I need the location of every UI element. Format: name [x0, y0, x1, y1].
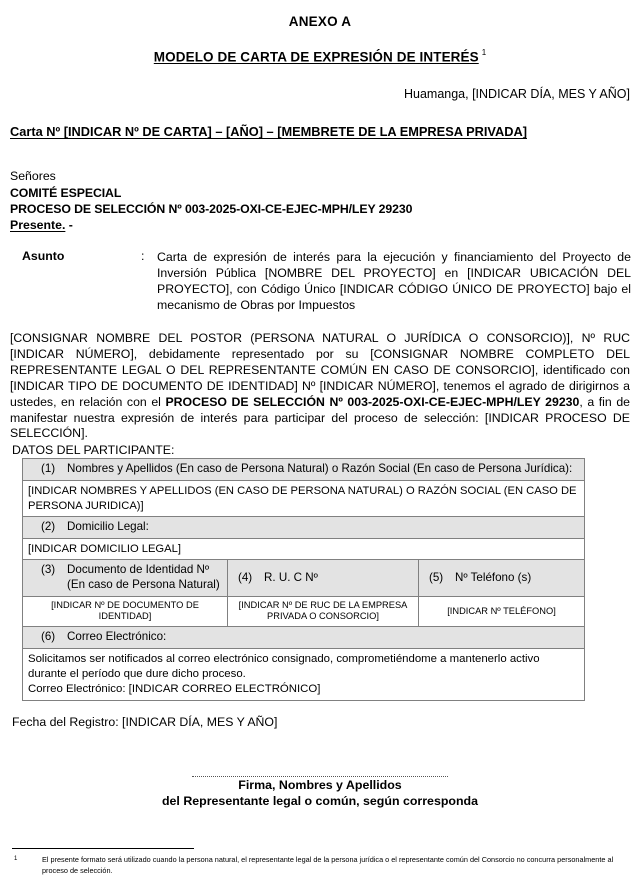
- cell-value-ruc[interactable]: [INDICAR Nº DE RUC DE LA EMPRESA PRIVADA O CONSORCIO]: [228, 596, 419, 626]
- cell-header-telefono: [419, 560, 585, 597]
- table-row: [23, 516, 585, 538]
- cell-header-nombres-number: (1): [41, 462, 56, 476]
- subject-text: Carta de expresión de interés para la ejecución y financiamiento del Proyecto de Inversión Pública [NOMBRE DEL PROYECTO] en [INDICAR UBICACIÓN DEL PROYECTO], con Código Único [INDICAR CÓDIGO ÚNICO DE PROYECTO] bajo el mecanismo de Obras por Impuestos: [157, 250, 631, 313]
- document-page: [0, 14, 640, 884]
- cell-header-telefono-text: Nº Teléfono (s): [455, 570, 532, 584]
- presente-underlined: Presente.: [10, 217, 66, 232]
- cell-header-documento-number: (3): [41, 563, 56, 577]
- footnote-block: [12, 848, 628, 876]
- cell-header-nombres: [23, 459, 585, 481]
- footnote-separator-rule: [12, 848, 194, 849]
- table-row: [23, 626, 585, 648]
- addressee-block: [10, 168, 640, 233]
- cell-header-ruc: [228, 560, 419, 597]
- cell-header-domicilio-text: Domicilio Legal:: [67, 519, 149, 533]
- cell-header-nombres-text: Nombres y Apellidos (En caso de Persona Natural) o Razón Social (En caso de Persona Jurídica):: [67, 462, 573, 476]
- table-row: [23, 481, 585, 517]
- addressee-line-presente: [10, 217, 640, 233]
- cell-header-ruc-text: R. U. C Nº: [264, 570, 318, 584]
- cell-value-domicilio[interactable]: [INDICAR DOMICILIO LEGAL]: [23, 538, 585, 559]
- cell-header-correo-text: Correo Electrónico:: [67, 629, 167, 643]
- cell-value-correo[interactable]: [23, 648, 585, 700]
- cell-value-nombres[interactable]: [INDICAR NOMBRES Y APELLIDOS (EN CASO DE PERSONA NATURAL) O RAZÓN SOCIAL (EN CASO DE PERSONA JURIDICA)]: [23, 481, 585, 517]
- subject-label: Asunto: [22, 249, 65, 264]
- correo-field-text[interactable]: Correo Electrónico: [INDICAR CORREO ELECTRÓNICO]: [28, 683, 321, 696]
- table-row: [23, 560, 585, 597]
- body-part-2: , a fin de manifestar nuestra expresión de interés para participar del proceso de selección: [INDICAR PROCESO DE SELECCIÓN].: [10, 394, 630, 441]
- footnote-row: [12, 855, 628, 876]
- signature-block: [0, 776, 640, 810]
- subject-separator: :: [141, 249, 145, 264]
- cell-header-correo: [23, 626, 585, 648]
- letter-number-wrapper: [0, 101, 640, 141]
- signature-dotted-line: [192, 776, 448, 777]
- annex-title: ANEXO A: [288, 14, 352, 29]
- addressee-line-proceso: PROCESO DE SELECCIÓN Nº 003-2025-OXI-CE-EJEC-MPH/LEY 29230: [10, 201, 413, 216]
- participant-data-table: [22, 458, 585, 701]
- body-paragraph: [10, 331, 630, 443]
- signature-label-line-1: Firma, Nombres y Apellidos: [238, 778, 402, 793]
- cell-header-telefono-number: (5): [429, 570, 444, 584]
- main-title: MODELO DE CARTA DE EXPRESIÓN DE INTERÉS: [153, 49, 479, 65]
- footnote-text: El presente formato será utilizado cuando la persona natural, el representante legal de la persona jurídica o el representante común del Consorcio no concurra personalmente al proceso de selección.: [42, 855, 614, 875]
- registration-date: Fecha del Registro: [INDICAR DÍA, MES Y AÑO]: [12, 715, 278, 730]
- table-row: [23, 459, 585, 481]
- footnote-marker: 1: [14, 856, 18, 863]
- addressee-line-senores: Señores: [10, 169, 56, 184]
- table-row: [23, 596, 585, 626]
- cell-header-documento-text: Documento de Identidad Nº (En caso de Persona Natural): [67, 563, 220, 591]
- cell-header-correo-number: (6): [41, 629, 56, 643]
- cell-header-domicilio: [23, 516, 585, 538]
- main-title-wrapper: [0, 48, 640, 66]
- table-row: [23, 538, 585, 559]
- participant-data-label: DATOS DEL PARTICIPANTE:: [12, 443, 175, 458]
- place-and-date: Huamanga, [INDICAR DÍA, MES Y AÑO]: [403, 87, 630, 102]
- subject-row: [0, 249, 640, 313]
- signature-label-line-2: del Representante legal o común, según corresponda: [161, 794, 479, 809]
- cell-value-telefono[interactable]: [INDICAR Nº TELÉFONO]: [419, 596, 585, 626]
- letter-number-line: Carta Nº [INDICAR Nº DE CARTA] – [AÑO] – [MEMBRETE DE LA EMPRESA PRIVADA]: [10, 124, 527, 140]
- cell-header-documento-identidad: [23, 560, 228, 597]
- body-process-reference: PROCESO DE SELECCIÓN Nº 003-2025-OXI-CE-EJEC-MPH/LEY 29230: [165, 394, 580, 409]
- presente-suffix: -: [65, 217, 73, 232]
- table-row: [23, 648, 585, 700]
- addressee-line-comite: COMITÉ ESPECIAL: [10, 185, 122, 200]
- footnote-reference-marker: 1: [481, 48, 487, 57]
- cell-header-ruc-number: (4): [238, 570, 253, 584]
- cell-header-domicilio-number: (2): [41, 519, 56, 533]
- cell-value-documento-identidad[interactable]: [INDICAR Nº DE DOCUMENTO DE IDENTIDAD]: [23, 596, 228, 626]
- body-part-1: [CONSIGNAR NOMBRE DEL POSTOR (PERSONA NATURAL O JURÍDICA O CONSORCIO)], Nº RUC [INDICAR NÚMERO], debidamente representado por su [CONSIGNAR NOMBRE COMPLETO DEL REPRESENTANTE LEGAL O DEL REPRESENTANTE COMÚN EN CASO DE CONSORCIO], identificado con [INDICAR TIPO DE DOCUMENTO DE IDENTIDAD] Nº [INDICAR NÚMERO], tenemos el agrado de dirigirnos a ustedes, en relación con el: [10, 330, 630, 409]
- correo-notice-text: Solicitamos ser notificados al correo electrónico consignado, comprometiéndome a mantenerlo activo durante el período que dure dicho proceso.: [28, 652, 540, 680]
